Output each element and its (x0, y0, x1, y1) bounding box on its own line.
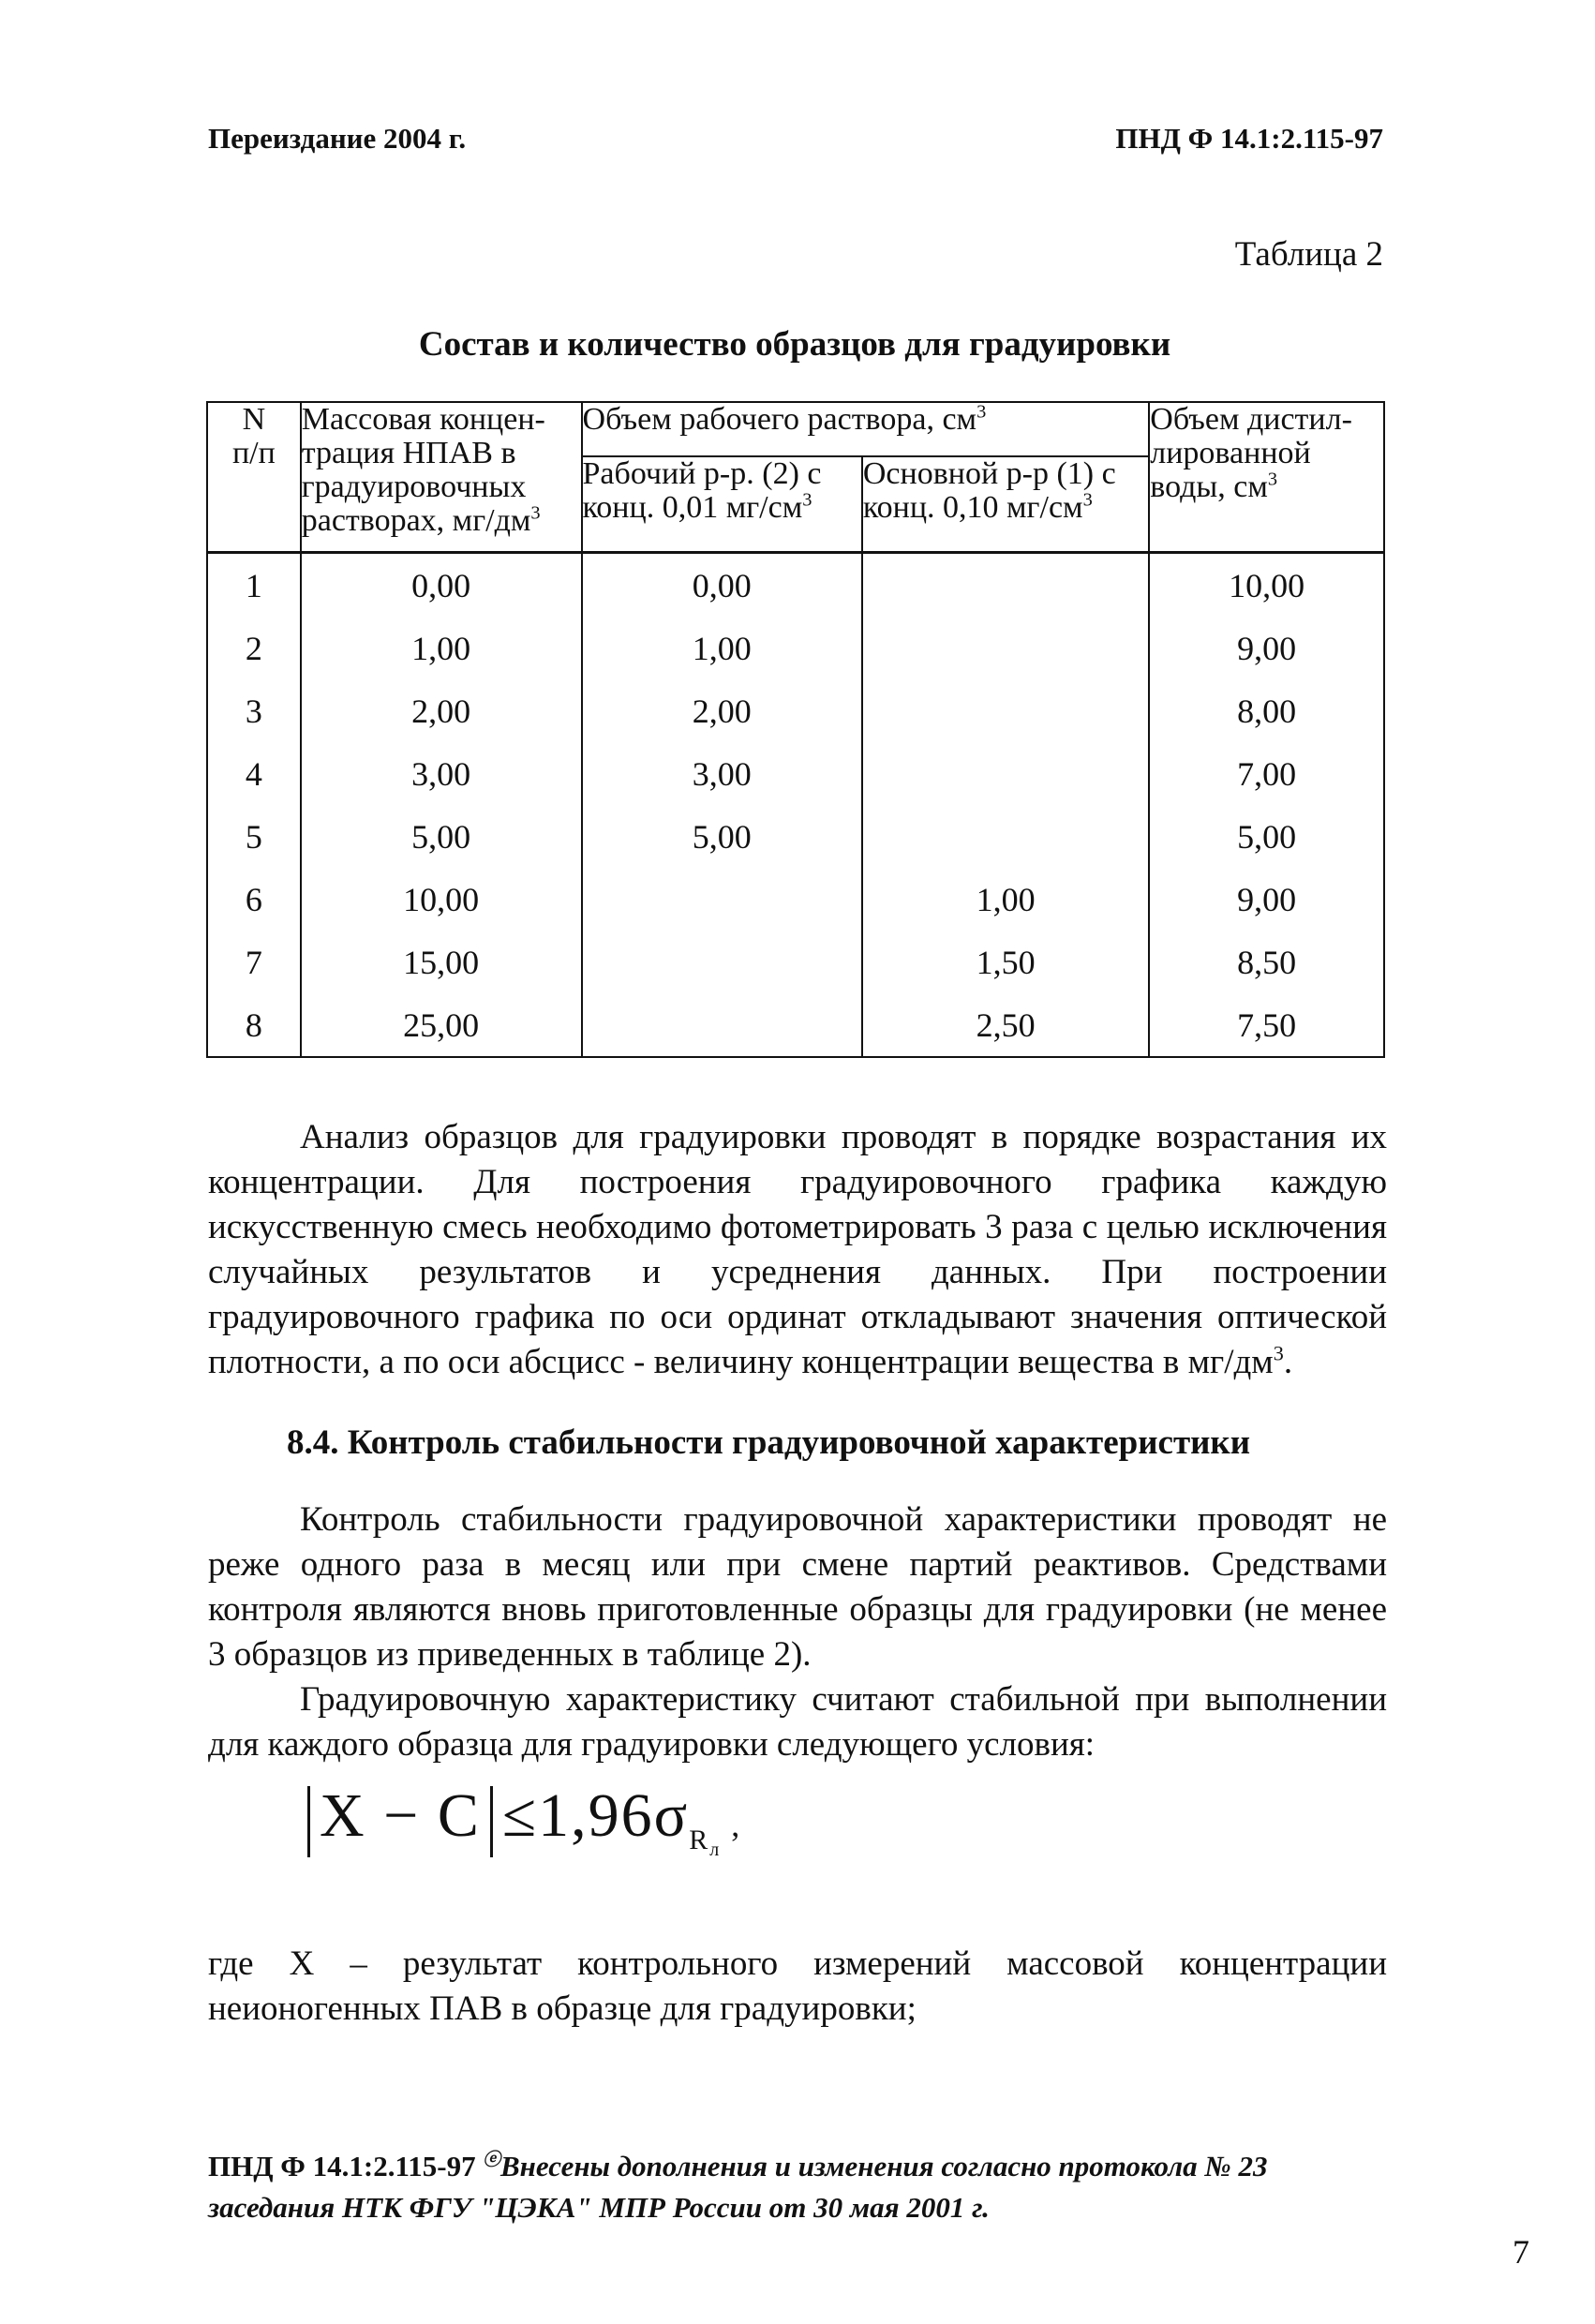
footer-note: ПНД Ф 14.1:2.115-97 ⓔВнесены дополнения и изменения согласно протокола № 23 заседания НТК ФГУ "ЦЭКА" МПР России от 30 мая 2001 г. (208, 2150, 1268, 2224)
table-label: Таблица 2 (1234, 235, 1383, 274)
header-volume-group: Объем рабочего раствора, $см^3$ (582, 402, 1150, 456)
table-row: 5 5,00 5,00 5,00 (207, 805, 1384, 868)
table-row: 8 25,00 2,50 7,50 (207, 993, 1384, 1057)
table-row: 6 10,00 1,00 9,00 (207, 868, 1384, 931)
section-heading: 8.4. Контроль стабильности градуировочной характеристики (287, 1423, 1251, 1462)
header-col-water: Объем дистил- лированной воды, $см^3$ (1149, 402, 1384, 553)
header-left: Переиздание 2004 г. (208, 122, 467, 155)
paragraph-control: Контроль стабильности градуировочной характеристики проводят не реже одного раза в месяц или при смене партий реактивов. Средствами контроля являются вновь приготовленные образцы для градуировки (не менее 3 образцов из приведенных в таблице 2). (208, 1500, 1387, 1674)
table-row: 2 1,00 1,00 9,00 (207, 617, 1384, 679)
table-row: 3 2,00 2,00 8,00 (207, 679, 1384, 742)
stability-formula: $X - C \le 1,96\sigma_{R_л}$ , (298, 1780, 741, 1861)
page-number: 7 (1513, 2233, 1529, 2271)
header-col-stock: Основной р-р (1) с конц. 0,10 $мг/см^3$ (862, 456, 1149, 553)
header-col-working: Рабочий р-р. (2) с конц. 0,01 $мг/см^3$ (582, 456, 862, 553)
table-row: 7 15,00 1,50 8,50 (207, 931, 1384, 993)
header-right: ПНД Ф 14.1:2.115-97 (1115, 122, 1383, 155)
header-col-num: N п/п (207, 402, 301, 553)
header-col-mass: Массовая концен- трация НПАВ в градуировочных растворах, $мг/дм^3$ (301, 402, 582, 553)
table-row: 1 0,00 0,00 10,00 (207, 553, 1384, 618)
paragraph-condition: Градуировочную характеристику считают стабильной при выполнении для каждого образца для градуировки следующего условия: (208, 1680, 1387, 1764)
paragraph-analysis: Анализ образцов для градуировки проводят в порядке возрастания их концентрации. Для построения градуировочного графика каждую искусственную смесь необходимо фотометрировать 3 раза с целью исключения случайных результатов и усреднения данных. При построении градуировочного графика по оси ординат откладывают значения оптической плотности, а по оси абсцисс - величину концентрации вещества в $мг/дм^3$. (208, 1118, 1387, 1381)
paragraph-where-x: где X – результат контрольного измерений массовой концентрации неионогенных ПАВ в образце для градуировки; (208, 1944, 1387, 2028)
table-title: Состав и количество образцов для градуировки (418, 325, 1171, 364)
calibration-table (206, 401, 1385, 1058)
table-row: 4 3,00 3,00 7,00 (207, 742, 1384, 805)
